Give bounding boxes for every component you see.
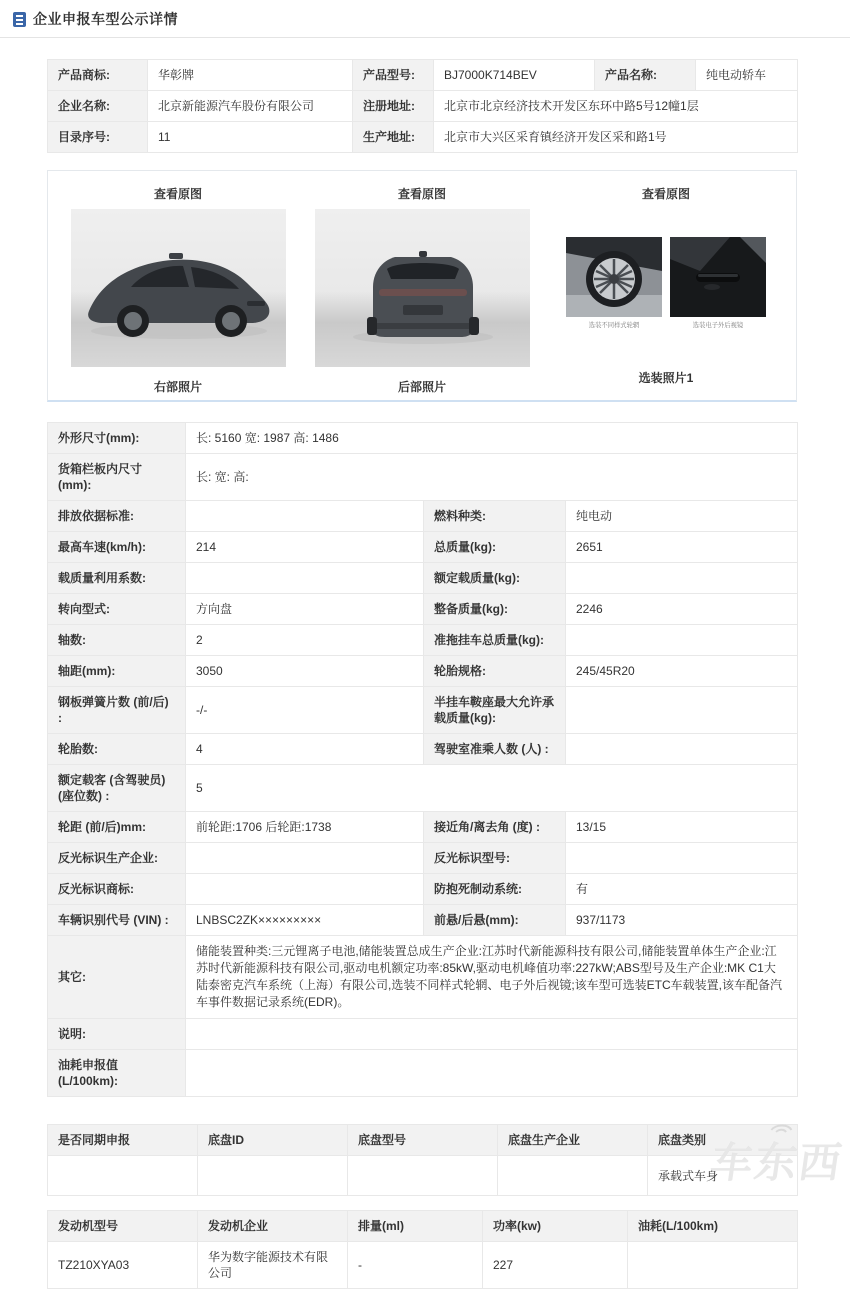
column-header: 发动机企业 [198, 1211, 348, 1242]
table-row [48, 532, 798, 563]
table-cell: - [348, 1242, 483, 1289]
optional-photo-caption: 选装不同样式轮辋 [588, 322, 640, 329]
table-row [48, 765, 798, 812]
field-value: 5 [186, 765, 798, 812]
field-label: 最高车速(km/h): [48, 532, 186, 563]
field-value: 长: 5160 宽: 1987 高: 1486 [186, 423, 798, 454]
field-value: 2651 [566, 532, 798, 563]
field-label: 轮胎数: [48, 734, 186, 765]
field-value [566, 625, 798, 656]
column-header: 发动机型号 [48, 1211, 198, 1242]
field-label: 油耗申报值(L/100km): [48, 1050, 186, 1097]
table-row [48, 936, 798, 1019]
photo-figure-optional [555, 183, 777, 386]
field-value: 245/45R20 [566, 656, 798, 687]
field-label: 产品型号: [353, 60, 434, 91]
column-header: 底盘类别 [648, 1125, 798, 1156]
photo-figure-side [67, 183, 289, 394]
engine-table [47, 1210, 798, 1289]
field-label: 接近角/离去角 (度) : [424, 812, 566, 843]
table-row [48, 501, 798, 532]
table-cell [198, 1156, 348, 1196]
table-row [48, 122, 798, 153]
photo-figure-rear [311, 183, 533, 394]
field-label: 其它: [48, 936, 186, 1019]
table-cell: 承载式车身 [648, 1156, 798, 1196]
optional-photo-caption: 选装电子外后视镜 [692, 322, 744, 329]
field-value: 937/1173 [566, 905, 798, 936]
field-value: 3050 [186, 656, 424, 687]
field-value [186, 501, 424, 532]
optional-wheel-photo [566, 237, 662, 330]
table-row [48, 1156, 798, 1196]
column-header: 油耗(L/100km) [628, 1211, 798, 1242]
column-header: 功率(kw) [483, 1211, 628, 1242]
table-row [48, 734, 798, 765]
field-label: 目录序号: [48, 122, 148, 153]
field-label: 产品商标: [48, 60, 148, 91]
table-cell: TZ210XYA03 [48, 1242, 198, 1289]
table-row [48, 625, 798, 656]
field-label: 驾驶室准乘人数 (人) : [424, 734, 566, 765]
field-value: 13/15 [566, 812, 798, 843]
field-value: LNBSC2ZK××××××××× [186, 905, 424, 936]
field-value [186, 843, 424, 874]
table-row [48, 687, 798, 734]
chassis-table [47, 1124, 798, 1196]
table-row [48, 905, 798, 936]
table-row [48, 563, 798, 594]
field-value: BJ7000K714BEV [434, 60, 595, 91]
field-value: -/- [186, 687, 424, 734]
table-row [48, 454, 798, 501]
field-label: 反光标识商标: [48, 874, 186, 905]
field-label: 注册地址: [353, 91, 434, 122]
field-label: 载质量利用系数: [48, 563, 186, 594]
table-row [48, 812, 798, 843]
column-header: 底盘ID [198, 1125, 348, 1156]
field-value: 方向盘 [186, 594, 424, 625]
field-value [566, 563, 798, 594]
optional-mirror-photo [670, 237, 766, 330]
table-row [48, 423, 798, 454]
field-value [566, 843, 798, 874]
photo-caption: 后部照片 [397, 380, 446, 394]
column-header: 排量(ml) [348, 1211, 483, 1242]
column-header: 底盘生产企业 [498, 1125, 648, 1156]
field-label: 准拖挂车总质量(kg): [424, 625, 566, 656]
field-value [566, 734, 798, 765]
table-row [48, 1125, 798, 1156]
field-value: 长: 宽: 高: [186, 454, 798, 501]
field-label: 钢板弹簧片数 (前/后) : [48, 687, 186, 734]
field-label: 轮胎规格: [424, 656, 566, 687]
field-value: 有 [566, 874, 798, 905]
field-value: 2 [186, 625, 424, 656]
field-label: 燃料种类: [424, 501, 566, 532]
table-row [48, 874, 798, 905]
field-value [566, 687, 798, 734]
field-value: 北京市北京经济技术开发区东环中路5号12幢1层 [434, 91, 798, 122]
field-label: 半挂车鞍座最大允许承载质量(kg): [424, 687, 566, 734]
table-cell [498, 1156, 648, 1196]
page-header [0, 0, 850, 38]
field-label: 轮距 (前/后)mm: [48, 812, 186, 843]
field-label: 防抱死制动系统: [424, 874, 566, 905]
view-original-link[interactable]: 查看原图 [153, 187, 202, 201]
column-header: 是否同期申报 [48, 1125, 198, 1156]
field-value: 北京市大兴区采育镇经济开发区采和路1号 [434, 122, 798, 153]
table-cell: 227 [483, 1242, 628, 1289]
table-cell: 华为数字能源技术有限公司 [198, 1242, 348, 1289]
field-value: 214 [186, 532, 424, 563]
field-label: 前悬/后悬(mm): [424, 905, 566, 936]
field-label: 整备质量(kg): [424, 594, 566, 625]
field-value: 储能装置种类:三元锂离子电池,储能装置总成生产企业:江苏时代新能源科技有限公司,储能装置单体生产企业:江苏时代新能源科技有限公司,驱动电机额定功率:85kW,驱动电机峰值功率:227kW;ABS型号及生产企业:MK C1大陆泰密克汽车系统（上海）有限公司,选装不同样式轮辋、电子外后视镜;该车型可选装ETC车载装置,该车配备汽车事件数据记录系统(EDR)。 [186, 936, 798, 1019]
field-label: 生产地址: [353, 122, 434, 153]
table-row [48, 656, 798, 687]
field-label: 反光标识生产企业: [48, 843, 186, 874]
table-cell [628, 1242, 798, 1289]
field-label: 额定载客 (含驾驶员) (座位数) : [48, 765, 186, 812]
field-value: 北京新能源汽车股份有限公司 [148, 91, 353, 122]
field-value: 纯电动 [566, 501, 798, 532]
table-row [48, 594, 798, 625]
car-rear-photo [315, 209, 530, 367]
field-label: 产品名称: [595, 60, 696, 91]
field-label: 总质量(kg): [424, 532, 566, 563]
field-label: 说明: [48, 1019, 186, 1050]
field-value: 前轮距:1706 后轮距:1738 [186, 812, 424, 843]
field-label: 轴数: [48, 625, 186, 656]
optional-photos [559, 209, 774, 358]
column-header: 底盘型号 [348, 1125, 498, 1156]
field-value: 11 [148, 122, 353, 153]
field-value [186, 874, 424, 905]
page-title: 企业申报车型公示详情 [33, 11, 178, 27]
table-row [48, 1242, 798, 1289]
table-row [48, 91, 798, 122]
table-cell [348, 1156, 498, 1196]
document-icon [13, 12, 26, 27]
photo-caption: 选装照片1 [638, 371, 694, 385]
field-value: 4 [186, 734, 424, 765]
table-row [48, 60, 798, 91]
field-label: 反光标识型号: [424, 843, 566, 874]
field-label: 转向型式: [48, 594, 186, 625]
field-value: 纯电动轿车 [696, 60, 798, 91]
field-label: 排放依据标准: [48, 501, 186, 532]
view-original-link[interactable]: 查看原图 [641, 187, 690, 201]
table-row [48, 1019, 798, 1050]
field-label: 额定载质量(kg): [424, 563, 566, 594]
field-value [186, 1050, 798, 1097]
photo-panel [47, 170, 797, 402]
view-original-link[interactable]: 查看原图 [397, 187, 446, 201]
field-label: 企业名称: [48, 91, 148, 122]
table-row [48, 1211, 798, 1242]
info-table [47, 59, 798, 153]
spec-table [47, 422, 798, 1097]
field-value: 华彰牌 [148, 60, 353, 91]
table-row [48, 843, 798, 874]
field-label: 车辆识别代号 (VIN) : [48, 905, 186, 936]
car-side-photo [71, 209, 286, 367]
chedongxi-watermark: 车东西 [707, 1118, 849, 1190]
table-cell [48, 1156, 198, 1196]
field-label: 货箱栏板内尺寸(mm): [48, 454, 186, 501]
field-value: 2246 [566, 594, 798, 625]
field-value [186, 563, 424, 594]
photo-caption: 右部照片 [153, 380, 202, 394]
field-value [186, 1019, 798, 1050]
field-label: 外形尺寸(mm): [48, 423, 186, 454]
table-row [48, 1050, 798, 1097]
field-label: 轴距(mm): [48, 656, 186, 687]
